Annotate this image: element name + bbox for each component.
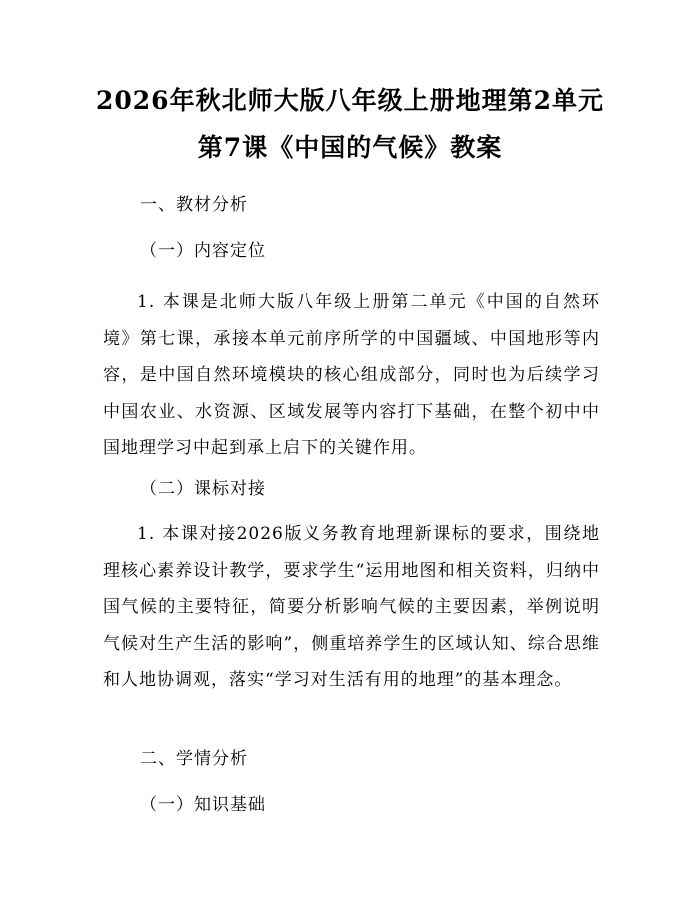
paragraph-curriculum-alignment: 1. 本课对接2026版义务教育地理新课标的要求，围绕地理核心素养设计教学，要求学生“运用地图和相关资料，归纳中国气候的主要特征，简要分析影响气候的主要因素，举例说明气候对生产生活的影响”，侧重培养学生的区域认知、综合思维和人地协调观，落实“学习对生活有用的地理”的基本理念。 [103, 524, 600, 690]
paragraph-content-positioning: 1. 本课是北师大版八年级上册第二单元《中国的自然环境》第七课，承接本单元前序所学的中国疆域、中国地形等内容，是中国自然环境模块的核心组成部分，同时也为后续学习中国农业、水资源、区域发展等内容打下基础，在整个初中中国地理学习中起到承上启下的关键作用。 [103, 292, 600, 458]
subsection-heading-curriculum-alignment: （二）课标对接 [140, 479, 266, 499]
subsection-heading-knowledge-foundation: （一）知识基础 [140, 795, 266, 815]
section-heading-textbook-analysis: 一、教材分析 [140, 195, 248, 215]
subsection-heading-content-positioning: （一）内容定位 [140, 241, 266, 261]
document-title-line-1: 2026年秋北师大版八年级上册地理第2单元 [96, 86, 604, 115]
section-heading-learner-analysis: 二、学情分析 [140, 749, 248, 769]
document-title-line-2: 第7课《中国的气候》教案 [197, 133, 503, 162]
